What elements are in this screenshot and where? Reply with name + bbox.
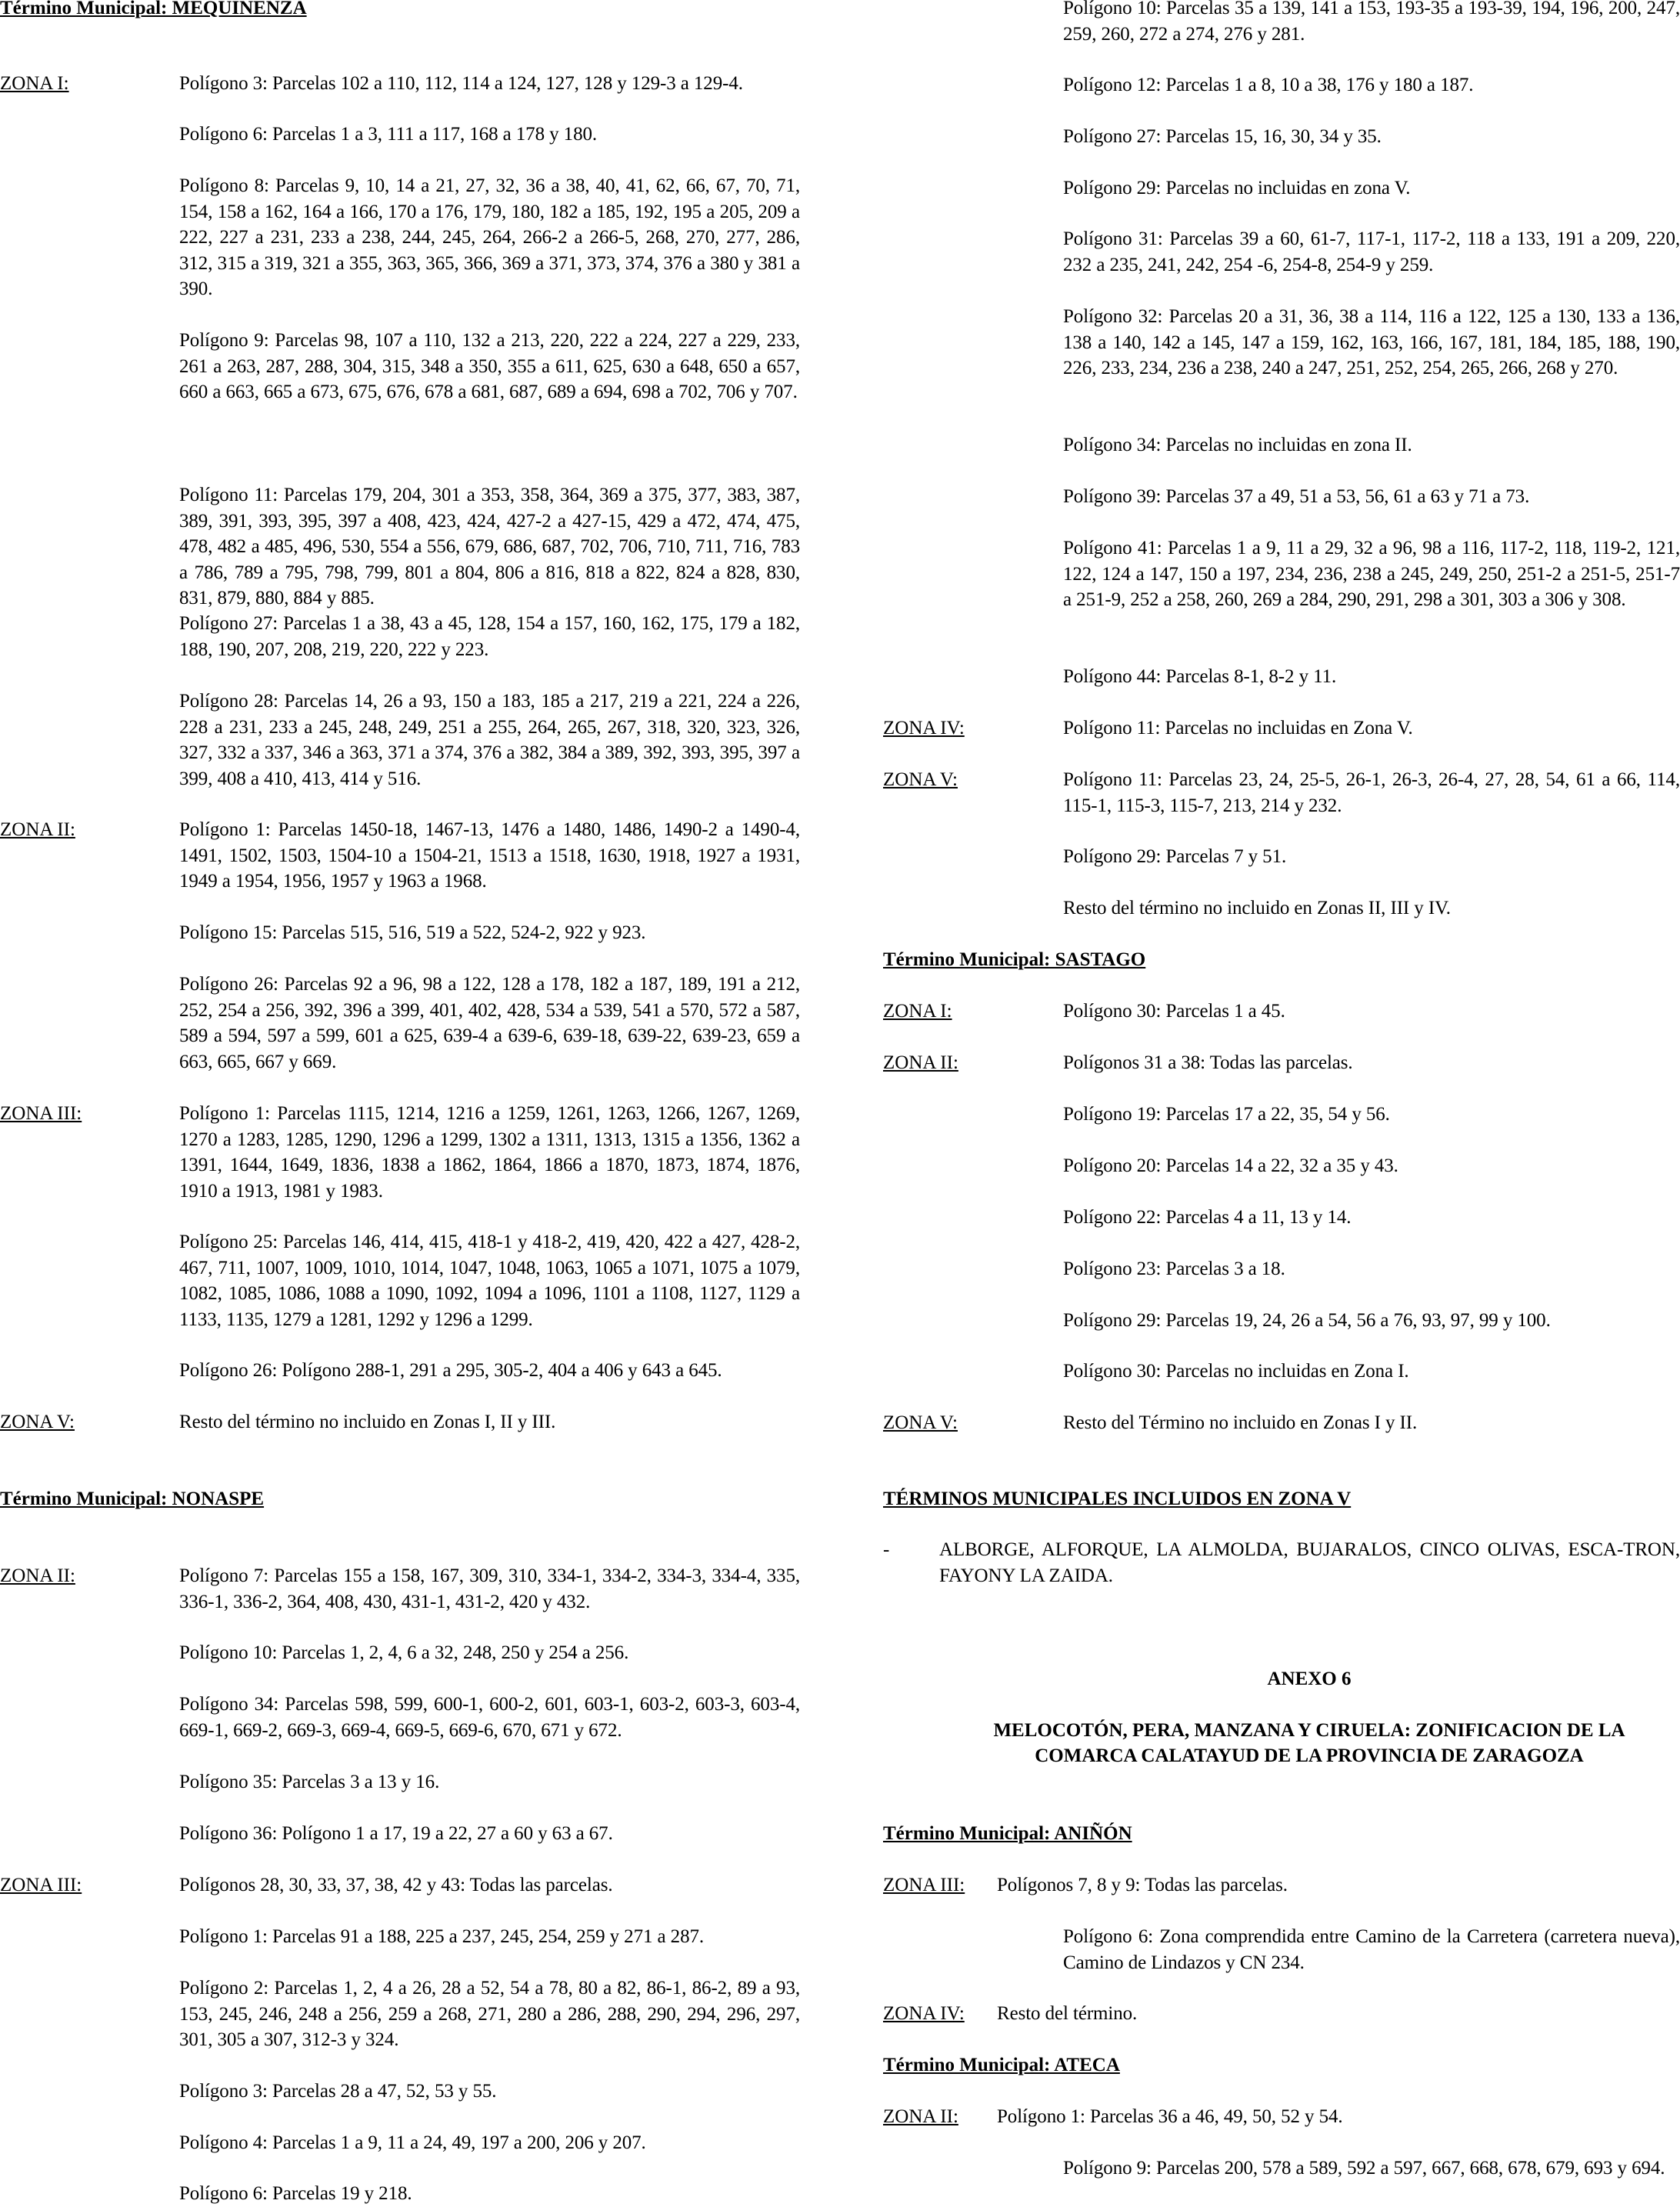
polygon-entry: Polígono 11: Parcelas no incluidas en Zona V. xyxy=(1063,718,1413,738)
annex-subheading xyxy=(938,1718,1680,1769)
zona-label: ZONA III: xyxy=(883,1875,965,1895)
polygon-entry: Resto del Término no incluido en Zonas I y II. xyxy=(1063,1412,1418,1433)
polygon-entry: Polígono 25: Parcelas 146, 414, 415, 418-1 y 418-2, 419, 420, 422 a 427, 428-2, 467, 711, 1007, 1009, 1010, 1014, 1047, 1048, 1063, 1065 a 1071, 1075 a 1079, 1082, 1085, 1086, 1088 a 1090, 1092, 1094 a 1096, 1101 a 1108, 1127, 1129 a 1133, 1135, 1279 a 1281, 1292 y 1296 a 1299. xyxy=(179,1232,800,1330)
polygon-entry: Polígono 15: Parcelas 515, 516, 519 a 522, 524-2, 922 y 923. xyxy=(179,922,646,943)
polygon-entry: Polígono 7: Parcelas 155 a 158, 167, 309, 310, 334-1, 334-2, 334-3, 334-4, 335, 336-1, 336-2, 364, 408, 430, 431-1, 431-2, 420 y 432. xyxy=(179,1565,800,1612)
polygon-entry: Polígono 3: Parcelas 102 a 110, 112, 114 a 124, 127, 128 y 129-3 a 129-4. xyxy=(179,73,743,94)
polygon-entry: Polígono 1: Parcelas 1450-18, 1467-13, 1476 a 1480, 1486, 1490-2 a 1490-4, 1491, 1502, 1503, 1504-10 a 1504-21, 1513 a 1518, 1630, 1918, 1927 a 1931, 1949 a 1954, 1956, 1957 y 1963 a 1968. xyxy=(179,819,800,892)
polygon-entry: Polígono 11: Parcelas 23, 24, 25-5, 26-1, 26-3, 26-4, 27, 28, 54, 61 a 66, 114, 115-1, 115-3, 115-7, 213, 214 y 232. xyxy=(1063,769,1680,816)
polygon-entry: Polígono 22: Parcelas 4 a 11, 13 y 14. xyxy=(1063,1207,1352,1228)
polygon-entry: Polígono 8: Parcelas 9, 10, 14 a 21, 27, 32, 36 a 38, 40, 41, 62, 66, 67, 70, 71, 154, 158 a 162, 164 a 166, 170 a 176, 179, 180, 182 a 185, 192, 195 a 205, 209 a 222, 227 a 231, 233 a 238, 244, 245, 264, 266-2 a 266-5, 268, 270, 277, 286, 312, 315 a 319, 321 a 355, 363, 365, 366, 369 a 371, 373, 374, 376 a 380 y 381 a 390. xyxy=(179,175,800,299)
zona-label: ZONA V: xyxy=(883,1412,958,1433)
zona-label: ZONA II: xyxy=(883,1052,958,1073)
polygon-entry: Polígono 34: Parcelas no incluidas en zona II. xyxy=(1063,435,1412,455)
section-title: Término Municipal: NONASPE xyxy=(0,1489,265,1509)
polygon-entry: Polígono 11: Parcelas 179, 204, 301 a 353, 358, 364, 369 a 375, 377, 383, 387, 389, 391, 393, 395, 397 a 408, 423, 424, 427-2 a 427-15, 429 a 472, 474, 475, 478, 482 a 485, 496, 530, 554 a 556, 679, 686, 687, 702, 706, 710, 711, 716, 783 a 786, 789 a 795, 798, 799, 801 a 804, 806 a 816, 818 a 822, 824 a 828, 830, 831, 879, 880, 884 y 885. xyxy=(179,485,800,608)
polygon-entry: Polígonos 28, 30, 33, 37, 38, 42 y 43: Todas las parcelas. xyxy=(179,1875,613,1895)
polygon-entry: Polígono 32: Parcelas 20 a 31, 36, 38 a 114, 116 a 122, 125 a 130, 133 a 136, 138 a 140, 142 a 145, 147 a 159, 162, 163, 166, 167, 181, 184, 185, 188, 190, 226, 233, 234, 236 a 238, 240 a 247, 251, 252, 254, 265, 266, 268 y 270. xyxy=(1063,306,1680,378)
polygon-entry: Polígono 28: Parcelas 14, 26 a 93, 150 a 183, 185 a 217, 219 a 221, 224 a 226, 228 a 231, 233 a 245, 248, 249, 251 a 255, 264, 265, 267, 318, 320, 323, 326, 327, 332 a 337, 346 a 363, 371 a 374, 376 a 382, 384 a 389, 392, 393, 395, 397 a 399, 408 a 410, 413, 414 y 516. xyxy=(179,691,800,789)
polygon-entry: Polígono 31: Parcelas 39 a 60, 61-7, 117-1, 117-2, 118 a 133, 191 a 209, 220, 232 a 235, 241, 242, 254 -6, 254-8, 254-9 y 259. xyxy=(1063,228,1680,275)
section-title: Término Municipal: ATECA xyxy=(883,2055,1120,2075)
nonaspe-section xyxy=(0,1486,800,1512)
polygon-entry: Polígono 35: Parcelas 3 a 13 y 16. xyxy=(179,1772,440,1792)
polygon-entry: Resto del término no incluido en Zonas I, II y III. xyxy=(179,1412,556,1432)
polygon-entry: Polígono 27: Parcelas 1 a 38, 43 a 45, 128, 154 a 157, 160, 162, 175, 179 a 182, 188, 190, 207, 208, 219, 220, 222 y 223. xyxy=(179,613,800,660)
zona-label: ZONA III: xyxy=(0,1103,82,1124)
polygon-entry: Polígono 9: Parcelas 98, 107 a 110, 132 a 213, 220, 222 a 224, 227 a 229, 233, 261 a 263, 287, 288, 304, 315, 348 a 350, 355 a 611, 625, 630 a 648, 650 a 657, 660 a 663, 665 a 673, 675, 676, 678 a 681, 687, 689 a 694, 698 a 702, 706 y 707. xyxy=(179,330,800,402)
section-title: Término Municipal: SASTAGO xyxy=(883,949,1146,970)
polygon-entry: Polígono 34: Parcelas 598, 599, 600-1, 600-2, 601, 603-1, 603-2, 603-3, 603-4, 669-1, 669-2, 669-3, 669-4, 669-5, 669-6, 670, 671 y 672. xyxy=(179,1694,800,1741)
polygon-entry: Polígono 4: Parcelas 1 a 9, 11 a 24, 49, 197 a 200, 206 y 207. xyxy=(179,2132,646,2153)
annex-subheading-line1: MELOCOTÓN, PERA, MANZANA Y CIRUELA: ZONIFICACION DE LA xyxy=(993,1720,1625,1741)
polygon-entry: Polígonos 7, 8 y 9: Todas las parcelas. xyxy=(997,1875,1288,1895)
polygon-entry: Polígono 9: Parcelas 200, 578 a 589, 592 a 597, 667, 668, 678, 679, 693 y 694. xyxy=(1063,2158,1665,2179)
polygon-entry: Resto del término no incluido en Zonas II, III y IV. xyxy=(1063,898,1451,918)
zona-label: ZONA IV: xyxy=(883,2003,965,2024)
annex-heading: ANEXO 6 xyxy=(1267,1669,1352,1689)
polygon-entry: Polígono 10: Parcelas 35 a 139, 141 a 153, 193-35 a 193-39, 194, 196, 200, 247, 259, 260, 272 a 274, 276 y 281. xyxy=(1063,0,1680,45)
municipalities-text: ALBORGE, ALFORQUE, LA ALMOLDA, BUJARALOS, CINCO OLIVAS, ESCA-TRON, FAYONY LA ZAIDA. xyxy=(939,1539,1680,1586)
polygon-entry: Polígono 36: Polígono 1 a 17, 19 a 22, 27 a 60 y 63 a 67. xyxy=(179,1823,613,1844)
zona5-terms-section xyxy=(883,1486,1680,1512)
polygon-entry: Polígono 6: Zona comprendida entre Camino de la Carretera (carretera nueva), Camino de Lindazos y CN 234. xyxy=(1063,1926,1680,1973)
polygon-entry: Polígono 41: Parcelas 1 a 9, 11 a 29, 32 a 96, 98 a 116, 117-2, 118, 119-2, 121, 122, 124 a 147, 150 a 197, 234, 236, 238 a 245, 249, 250, 251-2 a 251-5, 251-7 a 251-9, 252 a 258, 260, 269 a 284, 290, 291, 298 a 301, 303 a 306 y 308. xyxy=(1063,538,1680,610)
polygon-entry: Polígono 29: Parcelas 19, 24, 26 a 54, 56 a 76, 93, 97, 99 y 100. xyxy=(1063,1310,1551,1331)
polygon-entry: Polígono 23: Parcelas 3 a 18. xyxy=(1063,1259,1285,1279)
polygon-entry: Polígono 10: Parcelas 1, 2, 4, 6 a 32, 248, 250 y 254 a 256. xyxy=(179,1642,629,1663)
zona-label: ZONA I: xyxy=(883,1001,952,1022)
ateca-section xyxy=(883,2052,1680,2078)
polygon-entry: Polígono 12: Parcelas 1 a 8, 10 a 38, 176 y 180 a 187. xyxy=(1063,75,1474,95)
polygon-entry: Polígono 19: Parcelas 17 a 22, 35, 54 y 56. xyxy=(1063,1104,1390,1125)
section-title: Término Municipal: ANIÑÓN xyxy=(883,1823,1132,1844)
polygon-entry: Polígono 20: Parcelas 14 a 22, 32 a 35 y 43. xyxy=(1063,1155,1398,1176)
polygon-entry: Polígono 1: Parcelas 91 a 188, 225 a 237, 245, 254, 259 y 271 a 287. xyxy=(179,1926,705,1947)
polygon-entry: Polígono 39: Parcelas 37 a 49, 51 a 53, 56, 61 a 63 y 71 a 73. xyxy=(1063,486,1530,507)
zona-label: ZONA V: xyxy=(883,769,958,790)
section-title: TÉRMINOS MUNICIPALES INCLUIDOS EN ZONA V xyxy=(883,1489,1352,1509)
polygon-entry: Resto del término. xyxy=(997,2003,1138,2024)
polygon-entry: Polígono 29: Parcelas no incluidas en zona V. xyxy=(1063,178,1411,198)
polygon-entry: Polígono 1: Parcelas 1115, 1214, 1216 a 1259, 1261, 1263, 1266, 1267, 1269, 1270 a 1283, 1285, 1290, 1296 a 1299, 1302 a 1311, 1313, 1315 a 1356, 1362 a 1391, 1644, 1649, 1836, 1838 a 1862, 1864, 1866 a 1870, 1873, 1874, 1876, 1910 a 1913, 1981 y 1983. xyxy=(179,1103,800,1202)
zona-label: ZONA II: xyxy=(883,2106,958,2127)
annex-subheading-line2: COMARCA CALATAYUD DE LA PROVINCIA DE ZARAGOZA xyxy=(1035,1745,1584,1766)
aninon-section xyxy=(883,1821,1680,1846)
mequinenza-section xyxy=(0,0,800,21)
polygon-entry: Polígono 27: Parcelas 15, 16, 30, 34 y 35. xyxy=(1063,126,1382,147)
zona-label: ZONA II: xyxy=(0,1565,75,1586)
polygon-entry: Polígono 26: Parcelas 92 a 96, 98 a 122, 128 a 178, 182 a 187, 189, 191 a 212, 252, 254 a 256, 392, 396 a 399, 401, 402, 428, 534 a 539, 541 a 570, 572 a 587, 589 a 594, 597 a 599, 601 a 625, 639-4 a 639-6, 639-18, 639-22, 639-23, 659 a 663, 665, 667 y 669. xyxy=(179,974,800,1072)
polygon-entry: Polígono 2: Parcelas 1, 2, 4 a 26, 28 a 52, 54 a 78, 80 a 82, 86-1, 86-2, 89 a 93, 153, 245, 246, 248 a 256, 259 a 268, 271, 280 a 286, 288, 290, 294, 296, 297, 301, 305 a 307, 312-3 y 324. xyxy=(179,1978,800,2050)
polygon-entry: Polígono 29: Parcelas 7 y 51. xyxy=(1063,846,1287,867)
polygon-entry: Polígono 3: Parcelas 28 a 47, 52, 53 y 55. xyxy=(179,2081,497,2102)
polygon-entry: Polígono 6: Parcelas 1 a 3, 111 a 117, 168 a 178 y 180. xyxy=(179,124,598,145)
zona-label: ZONA III: xyxy=(0,1875,82,1895)
polygon-entry: Polígono 6: Parcelas 19 y 218. xyxy=(179,2183,412,2204)
zona-label: ZONA II: xyxy=(0,819,75,840)
polygon-entry: Polígono 30: Parcelas 1 a 45. xyxy=(1063,1001,1285,1022)
polygon-entry: Polígonos 31 a 38: Todas las parcelas. xyxy=(1063,1052,1353,1073)
zona-label: ZONA IV: xyxy=(883,718,965,738)
polygon-entry: Polígono 44: Parcelas 8-1, 8-2 y 11. xyxy=(1063,666,1337,687)
sastago-section xyxy=(883,947,1680,972)
list-dash: - xyxy=(883,1539,890,1560)
polygon-entry: Polígono 26: Polígono 288-1, 291 a 295, 305-2, 404 a 406 y 643 a 645. xyxy=(179,1360,722,1381)
zona-label: ZONA I: xyxy=(0,73,69,94)
polygon-entry: Polígono 30: Parcelas no incluidas en Zona I. xyxy=(1063,1361,1409,1382)
polygon-entry: Polígono 1: Parcelas 36 a 46, 49, 50, 52 y 54. xyxy=(997,2106,1343,2127)
section-title: Término Municipal: MEQUINENZA xyxy=(0,0,307,18)
zona-label: ZONA V: xyxy=(0,1412,75,1432)
